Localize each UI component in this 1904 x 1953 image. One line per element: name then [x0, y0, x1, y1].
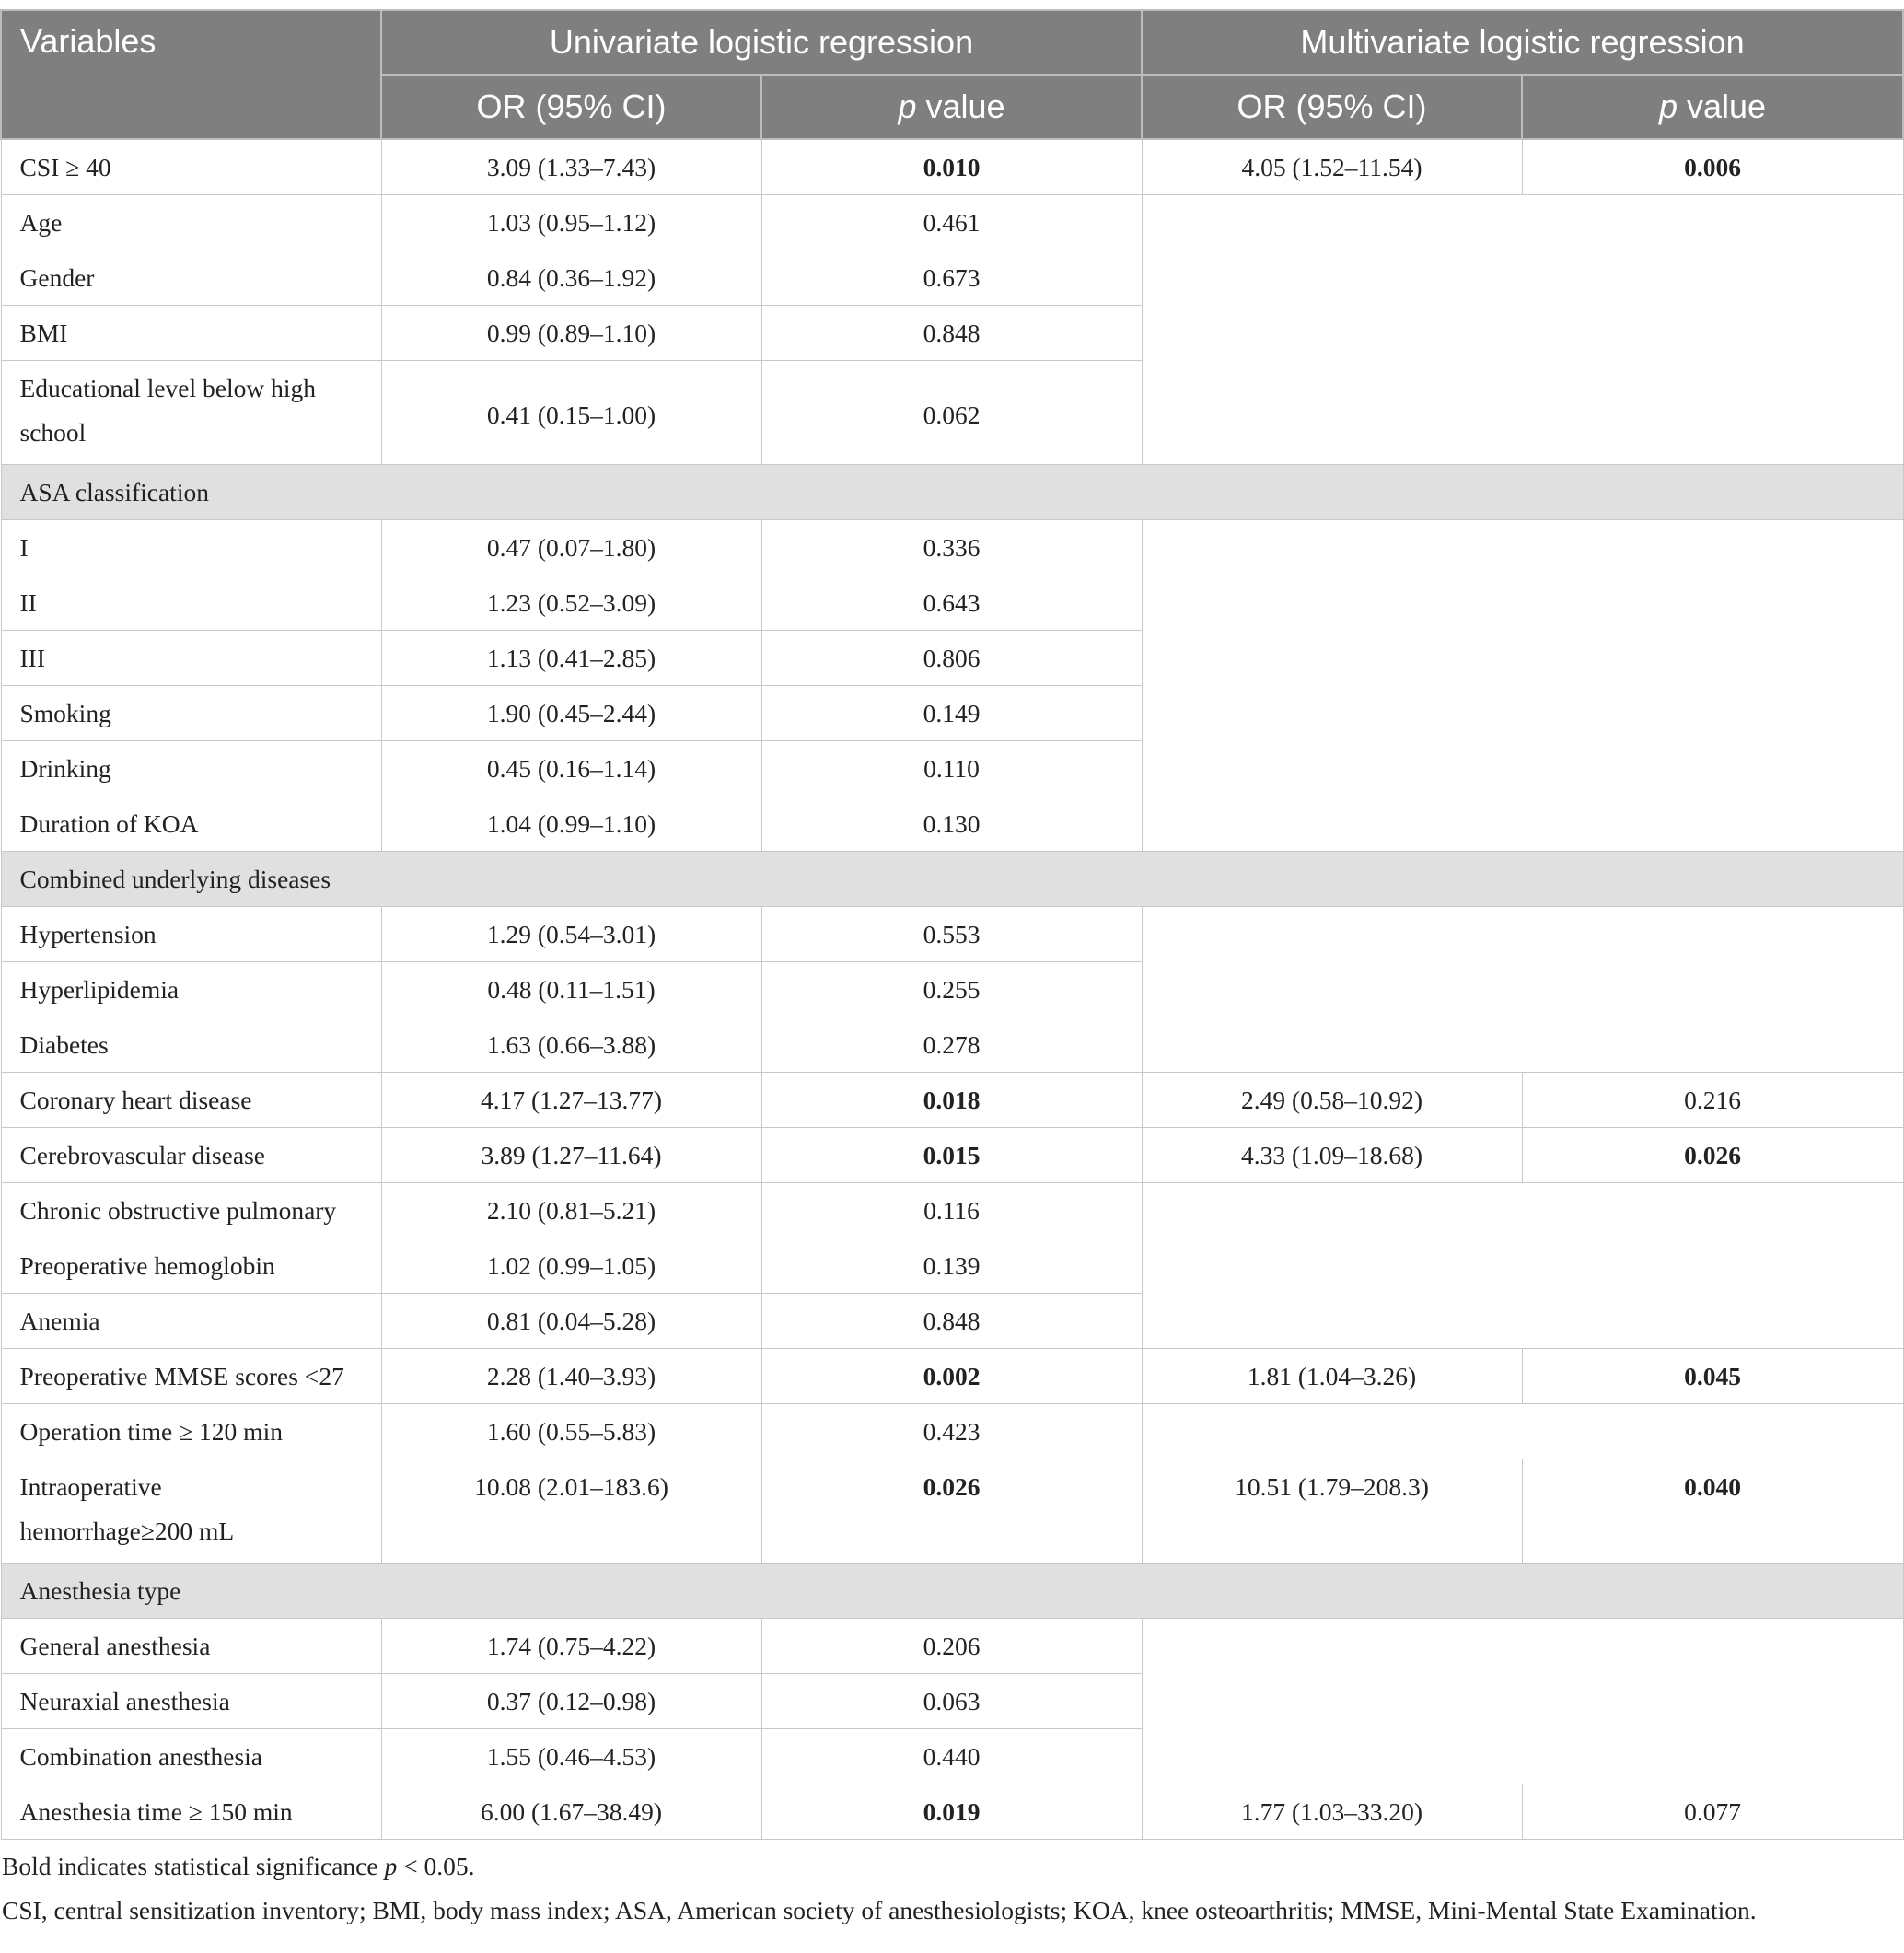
uni-or-cell: 2.10 (0.81–5.21) — [381, 1183, 761, 1238]
uni-or-cell: 1.55 (0.46–4.53) — [381, 1729, 761, 1784]
section-label: ASA classification — [1, 465, 1903, 520]
row-label: Gender — [1, 250, 381, 306]
multi-empty-cell — [1142, 520, 1903, 852]
uni-or-cell: 0.45 (0.16–1.14) — [381, 741, 761, 796]
uni-or-cell: 0.99 (0.89–1.10) — [381, 306, 761, 361]
row-label: Age — [1, 195, 381, 250]
uni-p-cell: 0.553 — [761, 907, 1142, 962]
table-row — [1, 1128, 1903, 1183]
multi-or-cell: 1.81 (1.04–3.26) — [1142, 1349, 1522, 1404]
footnote-significance — [0, 1849, 1904, 1884]
row-label: Preoperative MMSE scores <27 — [1, 1349, 381, 1404]
row-label: Operation time ≥ 120 min — [1, 1404, 381, 1459]
multi-empty-cell — [1142, 1183, 1903, 1349]
uni-p-cell: 0.026 — [761, 1459, 1142, 1564]
multi-or-cell: 1.77 (1.03–33.20) — [1142, 1784, 1522, 1840]
uni-p-cell: 0.015 — [761, 1128, 1142, 1183]
uni-or-cell: 10.08 (2.01–183.6) — [381, 1459, 761, 1564]
p-value-text: value — [916, 87, 1005, 125]
uni-p-cell: 0.019 — [761, 1784, 1142, 1840]
row-label: Coronary heart disease — [1, 1073, 381, 1128]
uni-or-cell: 0.81 (0.04–5.28) — [381, 1294, 761, 1349]
uni-p-cell: 0.063 — [761, 1674, 1142, 1729]
uni-or-cell: 1.23 (0.52–3.09) — [381, 575, 761, 631]
row-label: Duration of KOA — [1, 796, 381, 852]
row-label: Drinking — [1, 741, 381, 796]
table-row — [1, 139, 1903, 195]
uni-p-cell: 0.806 — [761, 631, 1142, 686]
uni-p-cell: 0.848 — [761, 1294, 1142, 1349]
row-label: Chronic obstructive pulmonary — [1, 1183, 381, 1238]
row-label: Combination anesthesia — [1, 1729, 381, 1784]
multi-or-cell: 10.51 (1.79–208.3) — [1142, 1459, 1522, 1564]
uni-or-cell: 1.74 (0.75–4.22) — [381, 1619, 761, 1674]
row-label: III — [1, 631, 381, 686]
row-label: BMI — [1, 306, 381, 361]
uni-p-cell: 0.461 — [761, 195, 1142, 250]
uni-p-cell: 0.130 — [761, 796, 1142, 852]
uni-or-cell: 1.90 (0.45–2.44) — [381, 686, 761, 741]
row-label: Smoking — [1, 686, 381, 741]
multi-empty-cell — [1142, 195, 1903, 465]
p-italic: p — [1658, 87, 1678, 125]
uni-or-cell: 1.60 (0.55–5.83) — [381, 1404, 761, 1459]
section-row — [1, 1564, 1903, 1619]
uni-p-cell: 0.116 — [761, 1183, 1142, 1238]
header-variables: Variables — [1, 10, 381, 139]
multi-p-cell: 0.026 — [1522, 1128, 1903, 1183]
header-multivariate: Multivariate logistic regression — [1142, 10, 1903, 75]
multi-empty-cell — [1142, 907, 1903, 1073]
row-label: I — [1, 520, 381, 575]
multi-p-cell: 0.045 — [1522, 1349, 1903, 1404]
uni-or-cell: 1.03 (0.95–1.12) — [381, 195, 761, 250]
footnote-text: Bold indicates statistical significance — [2, 1852, 385, 1880]
uni-p-cell: 0.002 — [761, 1349, 1142, 1404]
multi-or-cell: 4.33 (1.09–18.68) — [1142, 1128, 1522, 1183]
section-row — [1, 852, 1903, 907]
uni-p-cell: 0.255 — [761, 962, 1142, 1017]
table-header — [1, 10, 1903, 139]
section-label: Anesthesia type — [1, 1564, 1903, 1619]
uni-or-cell: 0.84 (0.36–1.92) — [381, 250, 761, 306]
uni-or-cell: 1.04 (0.99–1.10) — [381, 796, 761, 852]
table-body — [1, 139, 1903, 1840]
row-label: Anesthesia time ≥ 150 min — [1, 1784, 381, 1840]
row-label: Diabetes — [1, 1017, 381, 1073]
footnote-p-italic: p — [384, 1852, 398, 1880]
row-label: Neuraxial anesthesia — [1, 1674, 381, 1729]
table-row — [1, 1404, 1903, 1459]
uni-or-cell: 0.48 (0.11–1.51) — [381, 962, 761, 1017]
multi-p-cell: 0.040 — [1522, 1459, 1903, 1564]
row-label: Preoperative hemoglobin — [1, 1238, 381, 1294]
table-row — [1, 1619, 1903, 1674]
regression-table — [0, 9, 1904, 1840]
uni-p-cell: 0.206 — [761, 1619, 1142, 1674]
uni-p-cell: 0.149 — [761, 686, 1142, 741]
uni-p-cell: 0.336 — [761, 520, 1142, 575]
multi-or-cell: 2.49 (0.58–10.92) — [1142, 1073, 1522, 1128]
uni-p-cell: 0.110 — [761, 741, 1142, 796]
p-italic: p — [898, 87, 917, 125]
table-row — [1, 1784, 1903, 1840]
uni-p-cell: 0.643 — [761, 575, 1142, 631]
label-line-1: Intraoperative — [19, 1472, 162, 1501]
multi-p-cell: 0.077 — [1522, 1784, 1903, 1840]
uni-p-cell: 0.139 — [761, 1238, 1142, 1294]
uni-or-cell: 1.02 (0.99–1.05) — [381, 1238, 761, 1294]
table-row — [1, 1183, 1903, 1238]
row-label: Cerebrovascular disease — [1, 1128, 381, 1183]
section-label: Combined underlying diseases — [1, 852, 1903, 907]
uni-p-cell: 0.278 — [761, 1017, 1142, 1073]
multi-empty-cell — [1142, 1619, 1903, 1784]
uni-or-cell: 1.13 (0.41–2.85) — [381, 631, 761, 686]
uni-p-cell: 0.423 — [761, 1404, 1142, 1459]
row-label: Hyperlipidemia — [1, 962, 381, 1017]
uni-p-cell: 0.673 — [761, 250, 1142, 306]
uni-or-cell: 0.41 (0.15–1.00) — [381, 361, 761, 465]
uni-p-cell: 0.062 — [761, 361, 1142, 465]
multi-empty-cell — [1142, 1404, 1903, 1459]
row-label: II — [1, 575, 381, 631]
footnote-text: < 0.05. — [397, 1852, 475, 1880]
footnote-abbreviations: CSI, central sensitization inventory; BMI, body mass index; ASA, American society of anesthesiologists; KOA, knee osteoarthritis; MMSE, Mini-Mental State Examination. — [2, 1896, 1757, 1924]
uni-or-cell: 6.00 (1.67–38.49) — [381, 1784, 761, 1840]
row-label — [1, 1459, 381, 1564]
header-uni-or-ci: OR (95% CI) — [381, 75, 761, 139]
uni-or-cell: 1.29 (0.54–3.01) — [381, 907, 761, 962]
table-row — [1, 195, 1903, 250]
row-label — [1, 361, 381, 465]
header-univariate: Univariate logistic regression — [381, 10, 1142, 75]
uni-or-cell: 3.09 (1.33–7.43) — [381, 139, 761, 195]
label-line-1: Educational level below high — [19, 374, 317, 402]
row-label: Hypertension — [1, 907, 381, 962]
table-row — [1, 520, 1903, 575]
header-multi-p-value — [1522, 75, 1903, 139]
table-row — [1, 1073, 1903, 1128]
row-label: CSI ≥ 40 — [1, 139, 381, 195]
row-label: Anemia — [1, 1294, 381, 1349]
uni-or-cell: 0.47 (0.07–1.80) — [381, 520, 761, 575]
uni-p-cell: 0.018 — [761, 1073, 1142, 1128]
uni-p-cell: 0.010 — [761, 139, 1142, 195]
label-line-2: school — [19, 418, 87, 447]
table-row — [1, 1349, 1903, 1404]
uni-p-cell: 0.848 — [761, 306, 1142, 361]
uni-or-cell: 0.37 (0.12–0.98) — [381, 1674, 761, 1729]
table-row — [1, 1459, 1903, 1564]
uni-or-cell: 2.28 (1.40–3.93) — [381, 1349, 761, 1404]
header-uni-p-value — [761, 75, 1142, 139]
p-value-text: value — [1677, 87, 1767, 125]
table-page — [0, 9, 1904, 1928]
uni-or-cell: 3.89 (1.27–11.64) — [381, 1128, 761, 1183]
row-label: General anesthesia — [1, 1619, 381, 1674]
header-multi-or-ci: OR (95% CI) — [1142, 75, 1522, 139]
uni-or-cell: 4.17 (1.27–13.77) — [381, 1073, 761, 1128]
label-line-2: hemorrhage≥200 mL — [19, 1517, 235, 1545]
multi-p-cell: 0.216 — [1522, 1073, 1903, 1128]
uni-p-cell: 0.440 — [761, 1729, 1142, 1784]
section-row — [1, 465, 1903, 520]
multi-or-cell: 4.05 (1.52–11.54) — [1142, 139, 1522, 195]
multi-p-cell: 0.006 — [1522, 139, 1903, 195]
uni-or-cell: 1.63 (0.66–3.88) — [381, 1017, 761, 1073]
table-row — [1, 907, 1903, 962]
